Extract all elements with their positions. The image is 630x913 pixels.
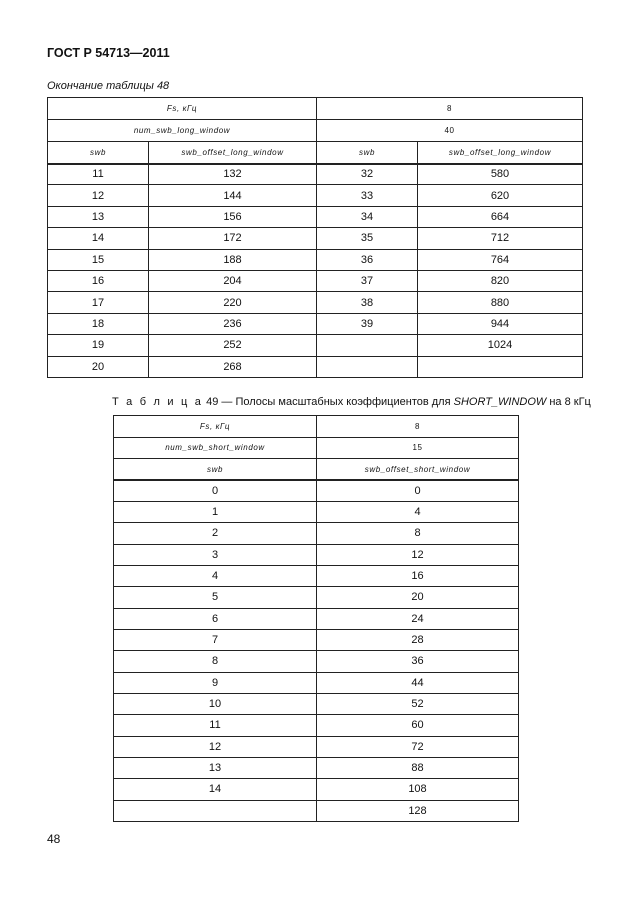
- swb-cell: 38: [317, 292, 418, 313]
- table-row: [48, 270, 583, 291]
- offset-cell: 132: [149, 164, 317, 185]
- offset-cell: 172: [149, 228, 317, 249]
- offset-cell: 204: [149, 270, 317, 291]
- table-49-title: [112, 396, 591, 408]
- fs-label: Fs, кГц: [114, 416, 317, 438]
- fs-value: 8: [317, 98, 583, 120]
- swb-cell: 14: [48, 228, 149, 249]
- table-row: [114, 544, 519, 565]
- column-header-swb: swb: [48, 142, 149, 164]
- offset-cell: 108: [317, 779, 519, 800]
- offset-cell: 20: [317, 587, 519, 608]
- table-row: [114, 501, 519, 522]
- table-row: [114, 715, 519, 736]
- offset-cell: 188: [149, 249, 317, 270]
- offset-cell: 24: [317, 608, 519, 629]
- table-row: [114, 757, 519, 778]
- column-header-offset: swb_offset_long_window: [149, 142, 317, 164]
- column-header-swb: swb: [114, 459, 317, 481]
- swb-cell: 0: [114, 480, 317, 501]
- table-title-suffix: на 8 кГц: [546, 396, 591, 408]
- swb-cell: 5: [114, 587, 317, 608]
- offset-cell: 4: [317, 501, 519, 522]
- table-row: [114, 736, 519, 757]
- num-swb-value: 15: [317, 437, 519, 459]
- num-swb-value: 40: [317, 120, 583, 142]
- swb-cell: 17: [48, 292, 149, 313]
- swb-cell: 7: [114, 629, 317, 650]
- offset-cell: 1024: [418, 335, 583, 356]
- table-row: [114, 480, 519, 501]
- offset-cell: 0: [317, 480, 519, 501]
- swb-cell: 35: [317, 228, 418, 249]
- swb-cell: 36: [317, 249, 418, 270]
- swb-cell: 13: [48, 206, 149, 227]
- table-row: [114, 608, 519, 629]
- fs-value: 8: [317, 416, 519, 438]
- swb-cell: 33: [317, 185, 418, 206]
- offset-cell: 44: [317, 672, 519, 693]
- offset-cell: 236: [149, 313, 317, 334]
- swb-cell: 16: [48, 270, 149, 291]
- swb-cell: 11: [114, 715, 317, 736]
- table-row: [48, 206, 583, 227]
- offset-cell: 16: [317, 565, 519, 586]
- swb-cell: 9: [114, 672, 317, 693]
- offset-cell: 88: [317, 757, 519, 778]
- swb-cell: 2: [114, 523, 317, 544]
- table-row: [114, 800, 519, 821]
- offset-cell: 28: [317, 629, 519, 650]
- offset-cell: 8: [317, 523, 519, 544]
- table-row: [114, 779, 519, 800]
- table-number: 49: [206, 396, 219, 408]
- table-row: [114, 651, 519, 672]
- swb-cell: 3: [114, 544, 317, 565]
- offset-cell: 144: [149, 185, 317, 206]
- table-title-italic: SHORT_WINDOW: [453, 396, 547, 408]
- table-row: [114, 565, 519, 586]
- offset-cell: 664: [418, 206, 583, 227]
- offset-cell: 880: [418, 292, 583, 313]
- offset-cell: 252: [149, 335, 317, 356]
- offset-cell: 944: [418, 313, 583, 334]
- offset-cell: 72: [317, 736, 519, 757]
- offset-cell: 128: [317, 800, 519, 821]
- swb-cell: 1: [114, 501, 317, 522]
- swb-cell: [317, 356, 418, 377]
- swb-cell: [114, 800, 317, 821]
- table-row: [48, 164, 583, 185]
- swb-cell: 32: [317, 164, 418, 185]
- swb-cell: 39: [317, 313, 418, 334]
- offset-cell: 712: [418, 228, 583, 249]
- column-header-offset: swb_offset_long_window: [418, 142, 583, 164]
- table-row: [48, 356, 583, 377]
- table-row: [48, 185, 583, 206]
- column-header-offset: swb_offset_short_window: [317, 459, 519, 481]
- swb-cell: 13: [114, 757, 317, 778]
- table-row: [48, 249, 583, 270]
- swb-cell: [317, 335, 418, 356]
- offset-cell: 52: [317, 693, 519, 714]
- swb-cell: 8: [114, 651, 317, 672]
- swb-cell: 19: [48, 335, 149, 356]
- swb-cell: 11: [48, 164, 149, 185]
- fs-label: Fs, кГц: [48, 98, 317, 120]
- offset-cell: 36: [317, 651, 519, 672]
- offset-cell: [418, 356, 583, 377]
- table-48: [47, 97, 583, 378]
- swb-cell: 15: [48, 249, 149, 270]
- swb-cell: 12: [48, 185, 149, 206]
- table-row: [114, 523, 519, 544]
- offset-cell: 620: [418, 185, 583, 206]
- offset-cell: 60: [317, 715, 519, 736]
- table-title-text: — Полосы масштабных коэффициентов для: [218, 396, 454, 408]
- swb-cell: 10: [114, 693, 317, 714]
- swb-cell: 12: [114, 736, 317, 757]
- offset-cell: 156: [149, 206, 317, 227]
- swb-cell: 34: [317, 206, 418, 227]
- table-row: [48, 313, 583, 334]
- swb-cell: 18: [48, 313, 149, 334]
- table-row: [114, 693, 519, 714]
- table-row: [114, 629, 519, 650]
- offset-cell: 220: [149, 292, 317, 313]
- document-header: ГОСТ Р 54713—2011: [47, 46, 170, 60]
- offset-cell: 580: [418, 164, 583, 185]
- offset-cell: 12: [317, 544, 519, 565]
- offset-cell: 764: [418, 249, 583, 270]
- swb-cell: 6: [114, 608, 317, 629]
- table-row: [48, 335, 583, 356]
- page-number: 48: [47, 832, 61, 846]
- swb-cell: 14: [114, 779, 317, 800]
- offset-cell: 820: [418, 270, 583, 291]
- offset-cell: 268: [149, 356, 317, 377]
- table-row: [114, 587, 519, 608]
- column-header-swb: swb: [317, 142, 418, 164]
- table-row: [48, 228, 583, 249]
- num-swb-label: num_swb_long_window: [48, 120, 317, 142]
- table-row: [48, 292, 583, 313]
- table-row: [114, 672, 519, 693]
- table-49: [113, 415, 519, 822]
- swb-cell: 4: [114, 565, 317, 586]
- swb-cell: 20: [48, 356, 149, 377]
- num-swb-label: num_swb_short_window: [114, 437, 317, 459]
- table-continuation-caption: Окончание таблицы 48: [47, 80, 170, 92]
- table-label: Т а б л и ц а: [112, 396, 204, 408]
- swb-cell: 37: [317, 270, 418, 291]
